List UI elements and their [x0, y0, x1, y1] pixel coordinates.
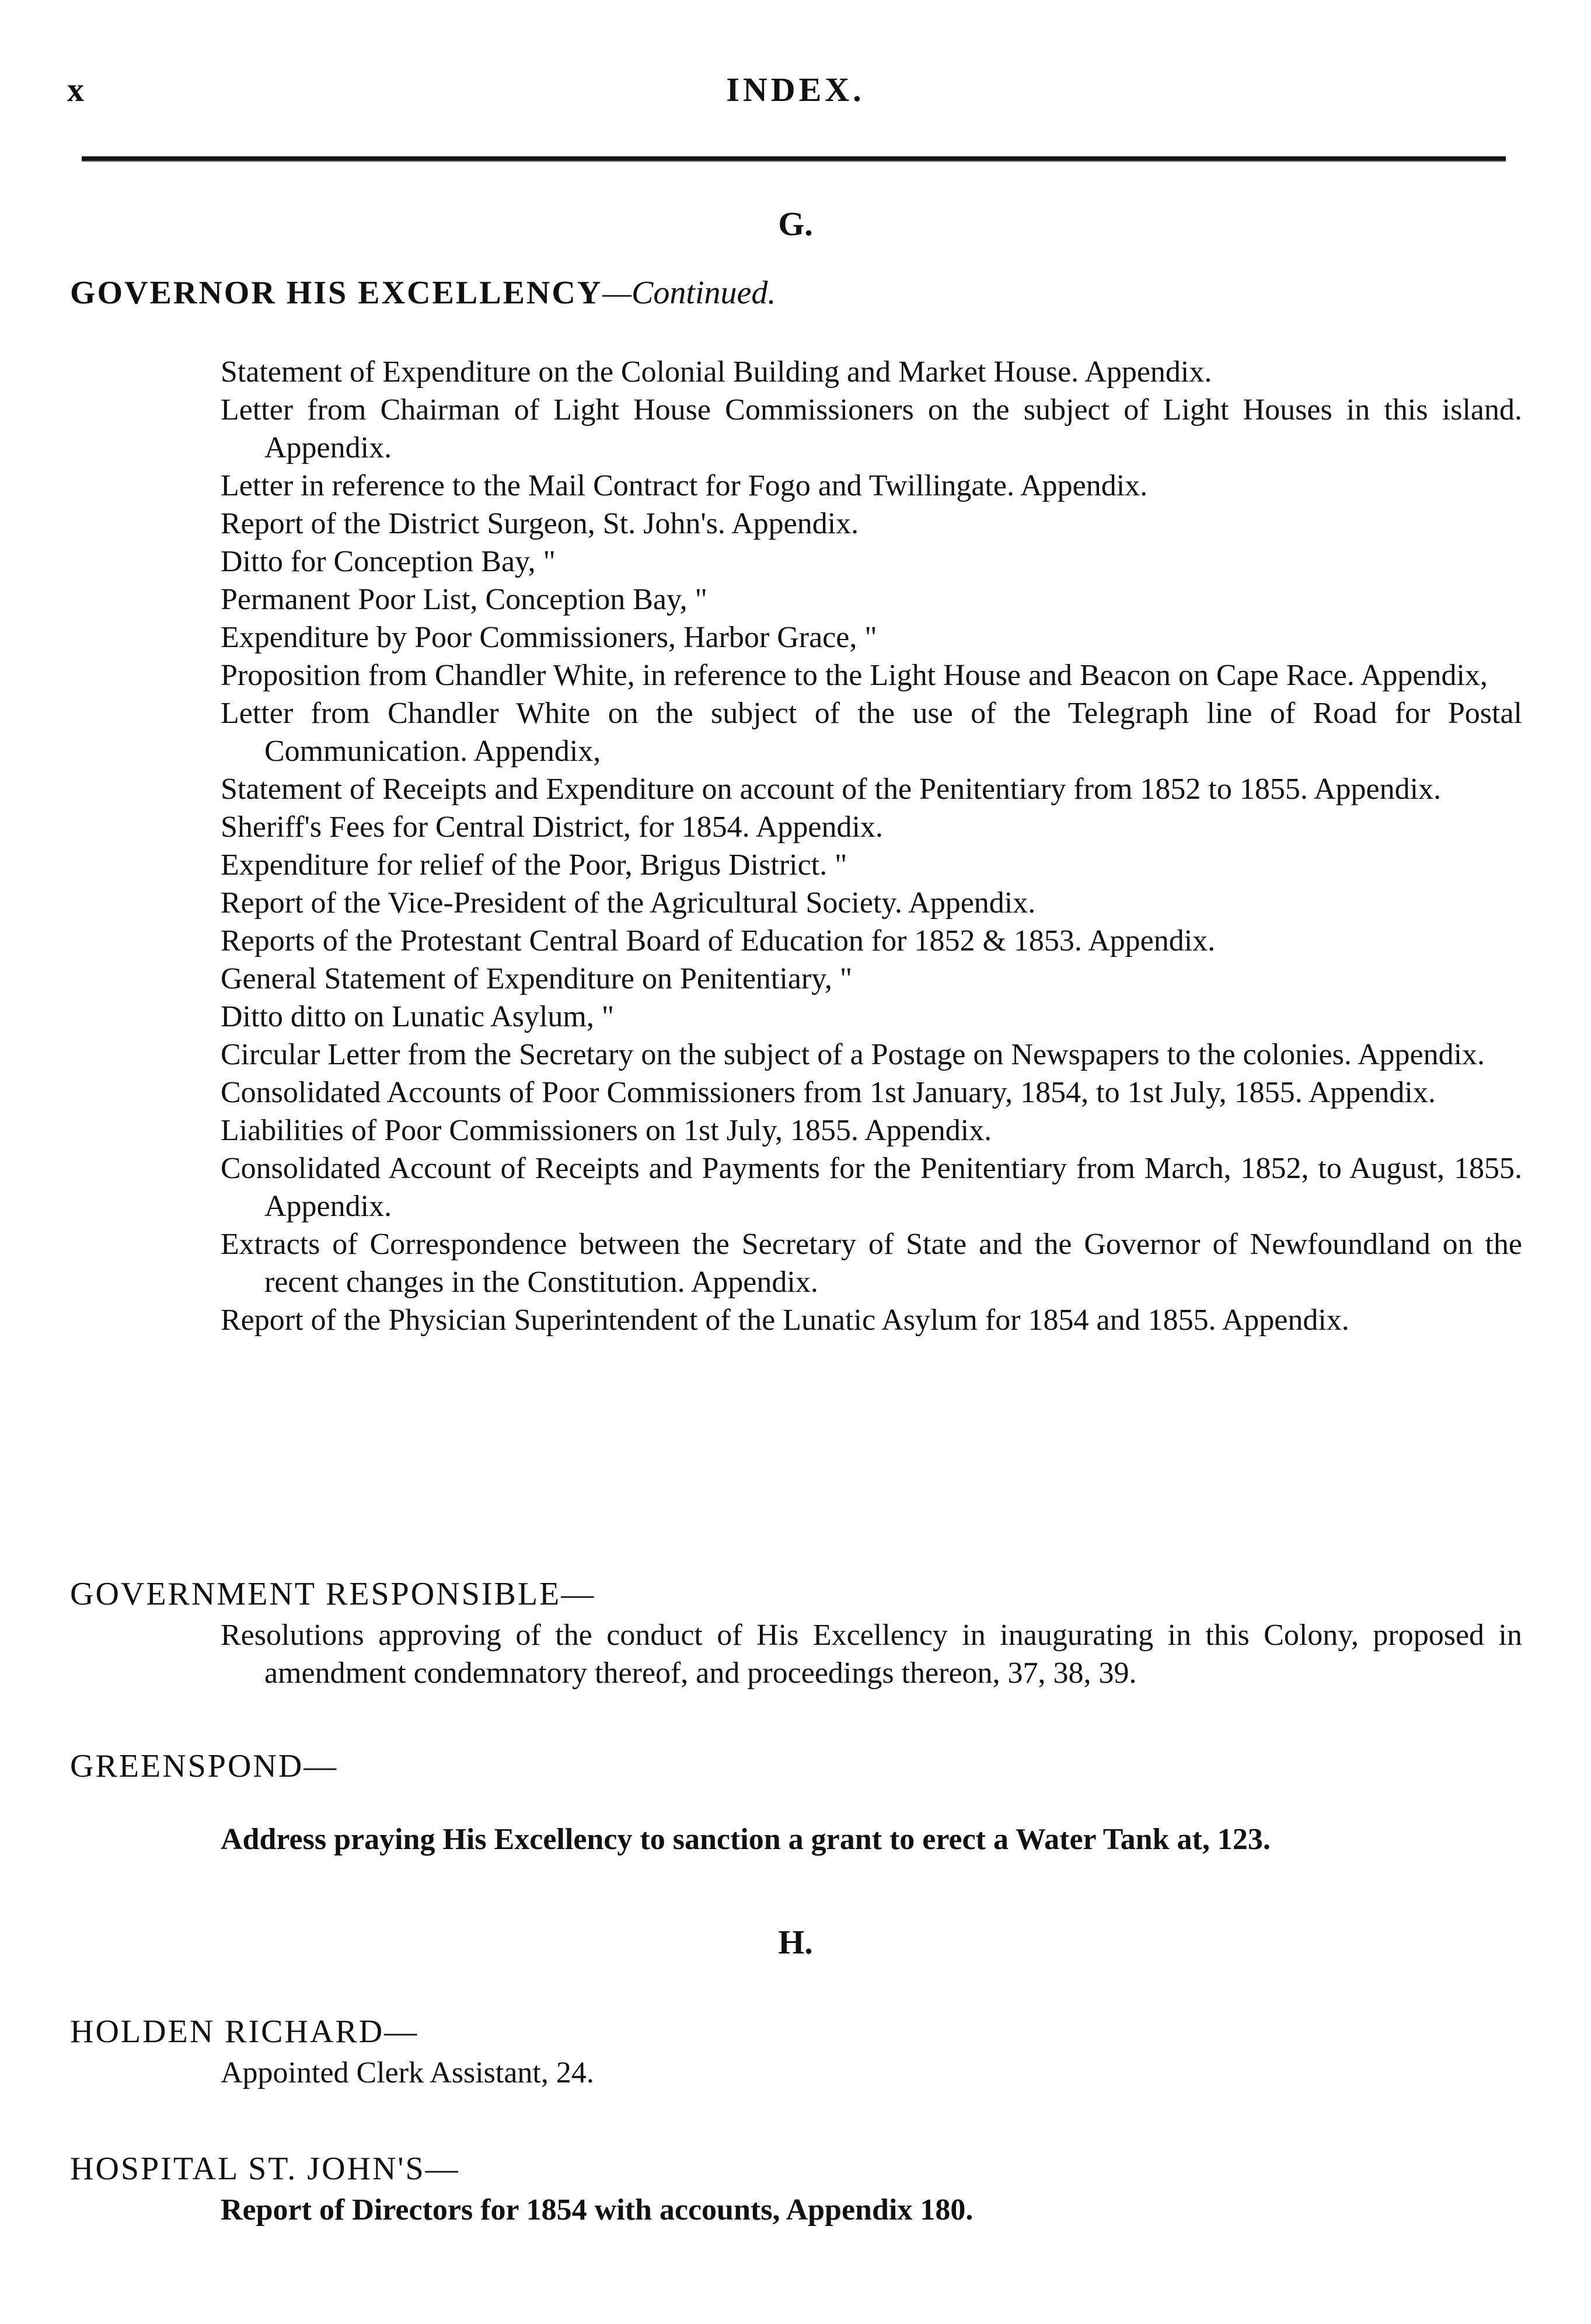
- index-entry: Report of Directors for 1854 with accounts, Appendix 180.: [221, 2193, 974, 2227]
- index-entry: Expenditure for relief of the Poor, Brigus District. ": [221, 848, 847, 882]
- page-header: [0, 70, 1591, 128]
- index-entry: Ditto for Conception Bay, ": [221, 545, 556, 578]
- heading-greenspond: GREENSPOND—: [70, 1748, 339, 1784]
- section-letter-g: G.: [778, 205, 813, 243]
- index-entry: Circular Letter from the Secretary on the subject of a Postage on Newspapers to the colonies. Appendix.: [221, 1038, 1485, 1071]
- governor-entries: [221, 353, 1522, 1339]
- index-entry: Appointed Clerk Assistant, 24.: [221, 2056, 594, 2089]
- index-entry: Consolidated Account of Receipts and Payments for the Penitentiary from March, 1852, to August, 1855. Appendix.: [221, 1152, 1522, 1223]
- index-entry: Statement of Receipts and Expenditure on account of the Penitentiary from 1852 to 1855. Appendix.: [221, 773, 1442, 806]
- running-title: INDEX.: [726, 71, 865, 109]
- greenspond-entries: [221, 1820, 1522, 1858]
- index-entry: Statement of Expenditure on the Colonial Building and Market House. Appendix.: [221, 355, 1212, 389]
- heading-holden: HOLDEN RICHARD—: [70, 2014, 419, 2050]
- heading-continued: —Continued.: [602, 275, 776, 311]
- index-entry: Permanent Poor List, Conception Bay, ": [221, 583, 707, 616]
- index-entry: Address praying His Excellency to sanction a grant to erect a Water Tank at, 123.: [221, 1823, 1271, 1856]
- index-entry: Reports of the Protestant Central Board of Education for 1852 & 1853. Appendix.: [221, 924, 1216, 957]
- heading-governor: [70, 274, 776, 312]
- index-entry: Report of the Physician Superintendent of the Lunatic Asylum for 1854 and 1855. Appendix.: [221, 1303, 1349, 1337]
- index-entry: General Statement of Expenditure on Penitentiary, ": [221, 962, 853, 995]
- index-entry: Liabilities of Poor Commissioners on 1st July, 1855. Appendix.: [221, 1114, 992, 1147]
- section-letter-h: H.: [778, 1923, 813, 1961]
- index-entry: Ditto ditto on Lunatic Asylum, ": [221, 1000, 615, 1033]
- index-entry: Report of the Vice-President of the Agricultural Society. Appendix.: [221, 886, 1036, 920]
- index-entry: Letter in reference to the Mail Contract for Fogo and Twillingate. Appendix.: [221, 469, 1148, 502]
- hospital-entries: [221, 2191, 1522, 2229]
- index-entry: Report of the District Surgeon, St. John's. Appendix.: [221, 507, 859, 540]
- holden-entries: [221, 2054, 1522, 2092]
- index-entry: Expenditure by Poor Commissioners, Harbor Grace, ": [221, 621, 877, 654]
- index-entry: Extracts of Correspondence between the Secretary of State and the Governor of Newfoundland on the recent changes in the Constitution. Appendix.: [221, 1228, 1522, 1299]
- index-entry: Proposition from Chandler White, in reference to the Light House and Beacon on Cape Race. Appendix,: [221, 659, 1488, 692]
- index-entry: Consolidated Accounts of Poor Commissioners from 1st January, 1854, to 1st July, 1855. Appendix.: [221, 1076, 1436, 1109]
- page-number: x: [67, 71, 84, 109]
- header-rule: [82, 156, 1506, 162]
- heading-government-responsible: GOVERNMENT RESPONSIBLE—: [70, 1576, 596, 1612]
- index-entry: Letter from Chairman of Light House Commissioners on the subject of Light Houses in this island. Appendix.: [221, 393, 1522, 464]
- heading-hospital: HOSPITAL ST. JOHN'S—: [70, 2151, 460, 2187]
- index-entry: Letter from Chandler White on the subject of the use of the Telegraph line of Road for Postal Communication. Appendix,: [221, 697, 1522, 768]
- government-entries: [221, 1616, 1522, 1692]
- heading-governor-title: GOVERNOR HIS EXCELLENCY: [70, 275, 603, 311]
- index-entry: Sheriff's Fees for Central District, for 1854. Appendix.: [221, 810, 883, 844]
- index-entry: Resolutions approving of the conduct of His Excellency in inaugurating in this Colony, proposed in amendment condemnatory thereof, and proceedings thereon, 37, 38, 39.: [221, 1619, 1522, 1690]
